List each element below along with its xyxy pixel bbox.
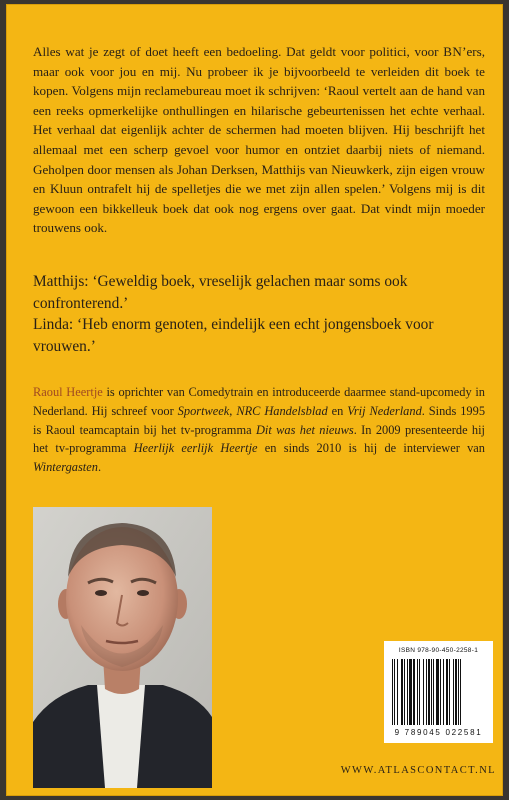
bio-paragraph bbox=[33, 383, 485, 477]
blurb-paragraph bbox=[33, 42, 485, 238]
barcode-bar bbox=[453, 659, 454, 725]
barcode-bar bbox=[431, 659, 432, 725]
bio-title-nieuws: Dit was het nieuws bbox=[255, 422, 354, 437]
bio-text: , bbox=[229, 403, 237, 418]
blurb-bn-abbrev: BN bbox=[443, 44, 463, 59]
blurb-text bbox=[33, 42, 485, 238]
barcode-bar bbox=[394, 659, 395, 725]
barcode-bar bbox=[443, 659, 444, 725]
blurb-part-1: Alles wat je zegt of doet heeft een bedoeling. Dat geldt voor politici, voor bbox=[33, 44, 444, 59]
barcode-bar bbox=[446, 659, 448, 725]
author-photo bbox=[33, 507, 212, 788]
bio-title-heertje: Heerlijk eerlijk Heertje bbox=[133, 441, 258, 456]
barcode-bar bbox=[392, 659, 393, 725]
barcode-bar bbox=[455, 659, 457, 725]
author-portrait-illustration bbox=[33, 507, 212, 788]
barcode-bar bbox=[460, 659, 461, 725]
barcode-bar bbox=[458, 659, 459, 725]
barcode-bar bbox=[428, 659, 430, 725]
barcode-bar bbox=[413, 659, 415, 725]
review-quotes bbox=[33, 271, 485, 357]
barcode-label bbox=[384, 641, 493, 743]
barcode-bar bbox=[423, 659, 424, 725]
bio-text: is oprichter van Comedytrain en introduceerde daarmee stand-upcomedy in Nederland. Hij schreef voor bbox=[33, 385, 485, 418]
bio-text: . bbox=[97, 460, 102, 475]
publisher-website: WWW.ATLASCONTACT.NL bbox=[340, 765, 496, 776]
barcode-bar bbox=[409, 659, 412, 725]
bio-text: . Sinds 1995 is Raoul teamcaptain bij het tv-programma bbox=[33, 403, 486, 437]
bio-title-sportweek: Sportweek bbox=[177, 403, 230, 418]
barcode-icon bbox=[392, 659, 486, 725]
quote-matthijs: Matthijs: ‘Geweldig boek, vreselijk gelachen maar soms ook confronterend.’ bbox=[33, 273, 408, 312]
bio-text: . In 2009 presenteerde hij het tv-programma bbox=[33, 422, 486, 456]
author-bio bbox=[33, 383, 485, 477]
barcode-bar bbox=[433, 659, 434, 725]
barcode-bar bbox=[449, 659, 450, 725]
isbn-text: ISBN 978-90-450-2258-1 bbox=[398, 647, 479, 654]
barcode-bar bbox=[401, 659, 403, 725]
barcode-bar bbox=[426, 659, 427, 725]
barcode-bar bbox=[417, 659, 418, 725]
barcode-bar bbox=[419, 659, 420, 725]
barcode-bar bbox=[440, 659, 441, 725]
barcode-bar bbox=[436, 659, 439, 725]
bio-title-vn: Vrij Nederland bbox=[347, 403, 422, 418]
book-back-cover bbox=[6, 4, 503, 796]
bio-title-nrc: NRC Handelsblad bbox=[236, 403, 328, 418]
barcode-bar bbox=[404, 659, 405, 725]
barcode-bar bbox=[397, 659, 398, 725]
bio-text: en sinds 2010 is hij de interviewer van bbox=[257, 441, 485, 456]
author-name: Raoul Heertje bbox=[33, 385, 103, 399]
quote-linda: Linda: ‘Heb enorm genoten, eindelijk een echt jongensboek voor vrouwen.’ bbox=[33, 316, 434, 355]
blurb-part-2: ’ers, maar ook voor jou en mij. Nu probeer ik je bijvoorbeeld te verleiden dit boek te kopen. Volgens mijn reclamebureau moet ik schrijven: ‘Raoul vertelt aan de hand van een reeks opmerkelijke onthullingen en hilarische gebeurtenissen het echte verhaal. Het verhaal dat eigenlijk achter de schermen had moeten blijven. Hij beschrijft het allemaal met een scherp gevoel voor humor en ontziet daarbij niets of niemand. Geholpen door mensen als Johan Derksen, Matthijs van Nieuwkerk, zijn eigen vrouw en Kluun ontrafelt hij de spelletjes die we met zijn allen spelen.’ Volgens mij is dit gewoon een bikkelleuk boek dat ook nog ergens over gaat. Dat vindt mijn moeder trouwens ook. bbox=[33, 44, 485, 236]
barcode-bar bbox=[407, 659, 408, 725]
bio-text: en bbox=[327, 403, 348, 418]
barcode-digits: 9 789045 022581 bbox=[394, 728, 483, 737]
bio-title-wintergasten: Wintergasten bbox=[33, 460, 98, 475]
